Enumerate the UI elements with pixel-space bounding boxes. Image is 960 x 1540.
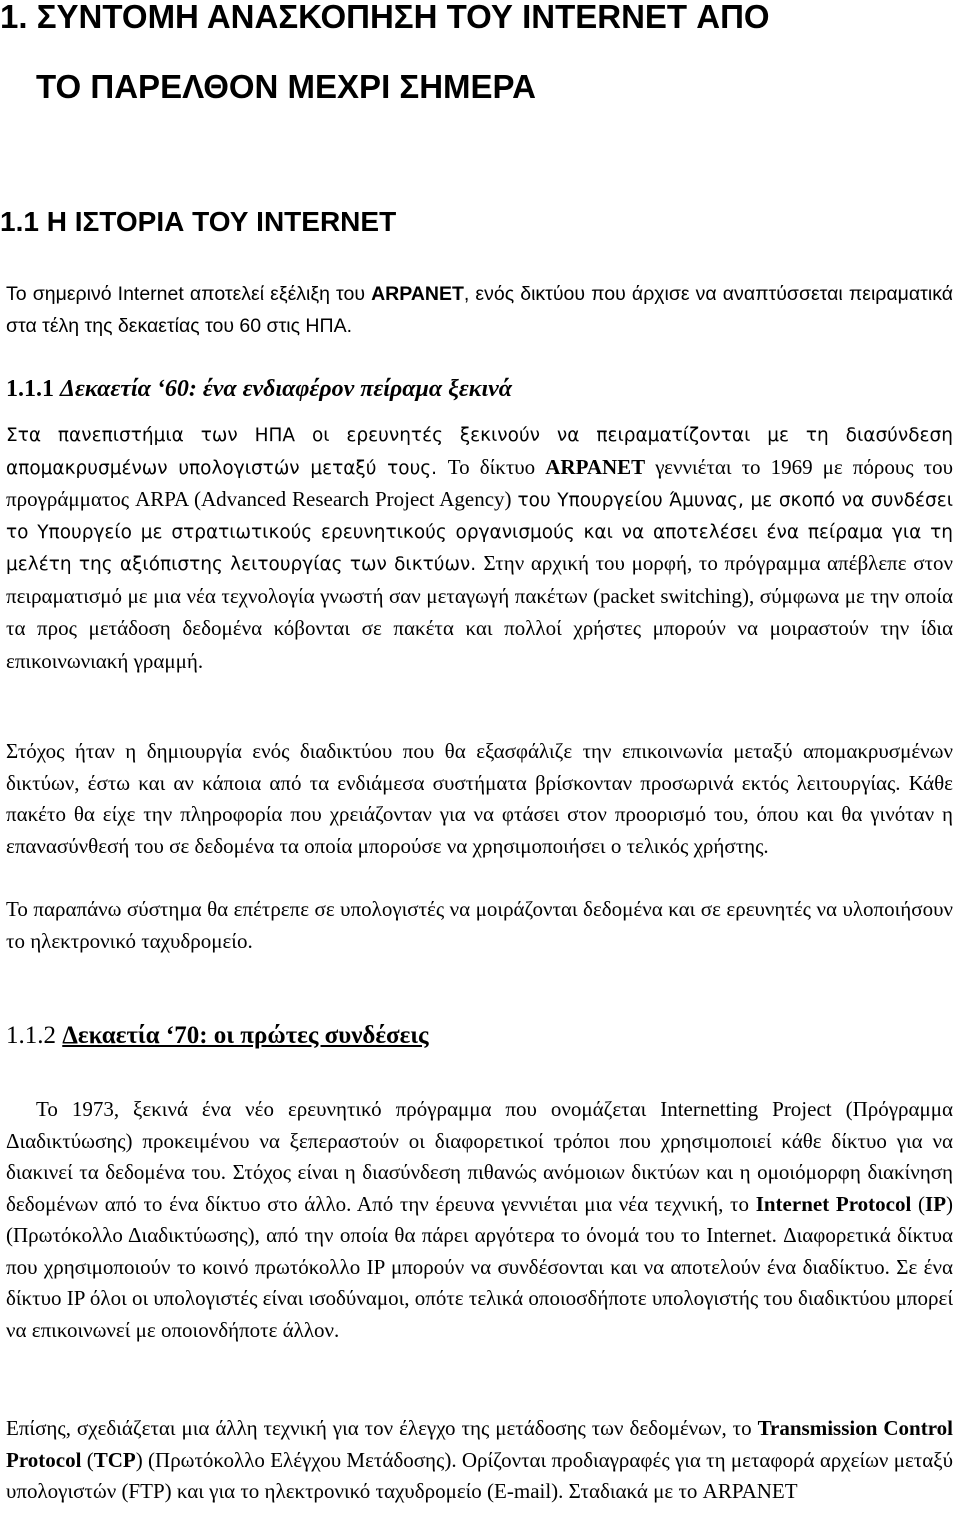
section-number: 1.1.1 <box>6 376 60 402</box>
chapter-heading-line-1: 1. ΣΥΝΤΟΜΗ ΑΝΑΣΚΟΠΗΣΗ ΤΟΥ INTERNET ΑΠΟ <box>0 0 770 35</box>
section-1-1-title: 1.1 Η ΙΣΤΟΡΙΑ ΤΟΥ INTERNET <box>0 206 397 237</box>
section-1-1-1-paragraph-1: Στα πανεπιστήμια των ΗΠΑ οι ερευνητές ξεκινούν να πειραματίζονται με τη διασύνδεση απομακρυσμένων υπολογιστών μεταξύ τους. Το δίκτυο ARPANET γεννιέται το 1969 με πόρους του προγράμματος ARPA (Advanced Research Project Agency) του Υπουργείου Άμυνας, με σκοπό να συνδέσει το Υπουργείο με στρατιωτικούς ερευνητικούς οργανισμούς και να αποτελέσει ένα πείραμα για τη μελέτη της αξιόπιστης λειτουργίας των δικτύων. Στην αρχική του μορφή, το πρόγραμμα απέβλεπε στον πειραματισμό με μια νέα τεχνολογία γνωστή σαν μεταγωγή πακέτων (packet switching), σύμφωνα με την οποία τα προς μετάδοση δεδομένα κόβονται σε πακέτα και πολλοί χρήστες μπορούν να μοιραστούν την ίδια επικοινωνιακή γραμμή. <box>6 425 954 673</box>
chapter-heading-line-2: ΤΟ ΠΑΡΕΛΘΟΝ ΜΕΧΡΙ ΣΗΜΕΡΑ <box>36 68 536 105</box>
section-number: 1.1.2 <box>6 1022 63 1049</box>
section-1-1-2-paragraph-1: Το 1973, ξεκινά ένα νέο ερευνητικό πρόγραμμα που ονομάζεται Internetting Project (Πρόγραμμα Διαδικτύωσης) προκειμένου να ξεπεραστούν οι διαφορετικοί τρόποι που χρησιμοποιεί κάθε δίκτυο για να διακινεί τα δεδομένα του. Στόχος είναι η διασύνδεση πιθανώς ανόμοιων δικτύων και η ομοιόμορφη διακίνηση δεδομένων από το ένα δίκτυο στο άλλο. Από την έρευνα γεννιέται μια νέα τεχνική, το Internet Protocol (IP) (Πρωτόκολλο Διαδικτύωσης), από την οποία θα πάρει αργότερα το όνομά του το Internet. Διαφορετικά δίκτυα που χρησιμοποιούν το κοινό πρωτόκολλο IP μπορούν να συνδέσονται και να αποτελούν ένα διαδίκτυο. Σε ένα δίκτυο IP όλοι οι υπολογιστές είναι ισοδύναμοι, οπότε τελικά οποιοσδήποτε υπολογιστής του διαδικτύου μπορεί να επικοινωνεί με οποιονδήποτε άλλον. <box>6 1097 954 1342</box>
section-1-1-1-title <box>6 376 512 403</box>
section-1-1-2-paragraph-2: Επίσης, σχεδιάζεται μια άλλη τεχνική για τον έλεγχο της μετάδοσης των δεδομένων, το Transmission Control Protocol (TCP) (Πρωτόκολλο Ελέγχου Μετάδοσης). Ορίζονται προδιαγραφές για τη μεταφορά αρχείων μεταξύ υπολογιστών (FTP) και για το ηλεκτρονικό ταχυδρομείο (E-mail). Σταδιακά με το ARPANET <box>6 1416 954 1503</box>
section-1-1-1-paragraph-2: Στόχος ήταν η δημιουργία ενός διαδικτύου που θα εξασφάλιζε την επικοινωνία μεταξύ απομακρυσμένων δικτύων, έστω και αν κάποια από τα ενδιάμεσα συστήματα βρίσκονταν προσωρινά εκτός λειτουργίας. Κάθε πακέτο θα είχε την πληροφορία που χρειάζονταν για να φτάσει στον προορισμό του, όπου και θα γινόταν η επανασύνθεσή του σε δεδομένα τα οποία μπορούσε να χρησιμοποιήσει ο τελικός χρήστης. <box>6 739 953 858</box>
section-1-1-1-paragraph-3: Το παραπάνω σύστημα θα επέτρεπε σε υπολογιστές να μοιράζονται δεδομένα και σε ερευνητές να υλοποιήσουν το ηλεκτρονικό ταχυδρομείο. <box>6 897 953 953</box>
section-1-1-intro: Το σημερινό Internet αποτελεί εξέλιξη του ARPANET, ενός δικτύου που άρχισε να αναπτύσσεται πειραματικά στα τέλη της δεκαετίας του 60 στις ΗΠΑ. <box>6 283 953 337</box>
section-title-text: Δεκαετία ‘60: ένα ενδιαφέρον πείραμα ξεκινά <box>60 376 513 402</box>
section-title-text: Δεκαετία ‘70: οι πρώτες συνδέσεις <box>62 1022 429 1049</box>
section-1-1-2-title <box>6 1022 429 1050</box>
